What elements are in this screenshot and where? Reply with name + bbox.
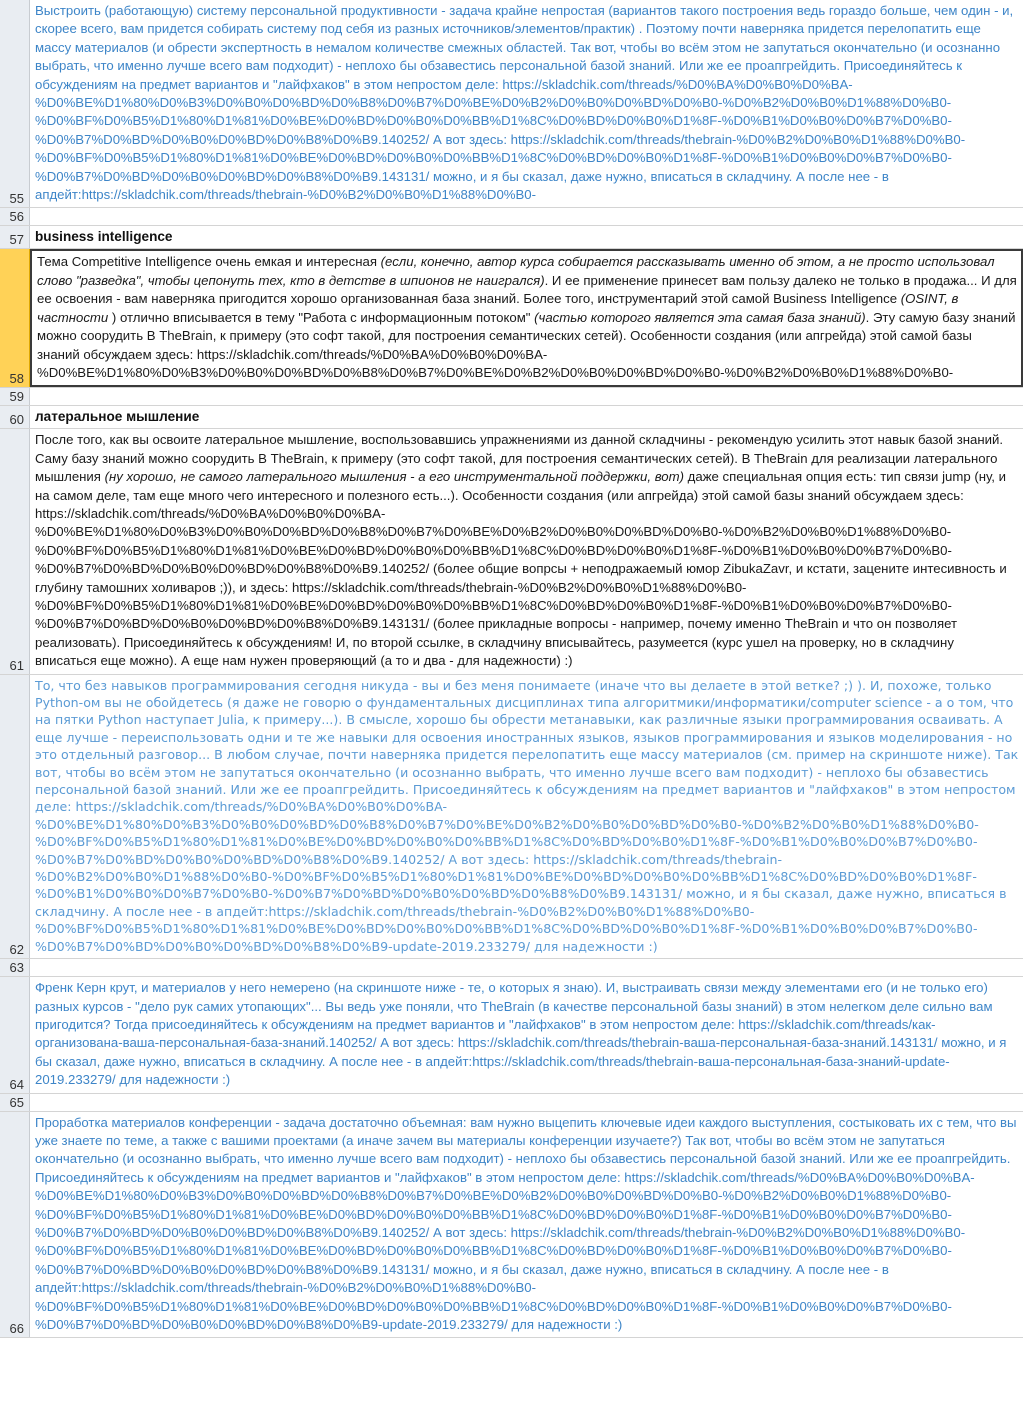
sheet-row-61[interactable] [0,429,1023,674]
sheet-row-64[interactable] [0,977,1023,1093]
row-header-66[interactable]: 66 [0,1112,30,1338]
sheet-row-66[interactable] [0,1112,1023,1339]
row-header-59[interactable]: 59 [0,388,30,405]
cell-A58-seg-1: (если, конечно, автор курса собирается рассказывать именно об этом, а не просто использовал слово "разведка", чтобы цепонуть тех, кто в детстве в шпионов не наигрался) [37,254,995,288]
cell-A60[interactable]: латеральное мышление [35,409,200,425]
cell-A58[interactable] [30,249,1023,387]
row-header-57[interactable]: 57 [0,226,30,248]
cell-A58-seg-5: (частью которого является эта самая база знаний) [534,309,866,325]
sheet-row-60[interactable] [0,406,1023,429]
cell-A58-seg-6: . Эту самую базу знаний можно соорудить В TheBrain, к примеру (это софт такой, для построения семантических сетей). Особенности создания (или апгрейда) этой самой базы знаний обсуждаем здесь: https://skladchik.com/threads/%D0%BA%D0%B0%D0%BA-%D0%BE%D1%80%D0%B3%D0%B0%D0%BD%D0%B8%D0%B7%D0%BE%D0%B2%D0%B0%D0%BD%D0%B0-%D0%B2%D0%B0%D1%88%D0%B0- [37,309,1016,380]
sheet-row-59[interactable] [0,388,1023,406]
cell-A64[interactable]: Френк Керн крут, и материалов у него немерено (на скриншоте ниже - те, о которых я знаю). И, выстраивать связи между элементами его (и не только его) разных курсов - "дело рук самих утопающих"... Вы ведь уже поняли, что TheBrain (в качестве персональной базы знаний) в этом нелегком деле сильно вам пригодится? Тогда присоединяйтесь к обсуждениям на предмет вариантов и "лайфхаков" в этом непростом деле: https://skladchik.com/threads/как-организована-ваша-персональная-база-знаний.140252/ А вот здесь: https://skladchik.com/threads/thebrain-ваша-персональная-база-знаний.143131/ можно, и я бы сказал, даже нужно, вписаться в складчину. А после нее - в апдейт:https://skladchik.com/threads/thebrain-ваша-персональная-база-знаний-update-2019.233279/ для надежности :) [35,980,1007,1088]
row-header-60[interactable]: 60 [0,406,30,428]
row-header-56[interactable]: 56 [0,208,30,225]
cell-A61[interactable] [30,429,1023,673]
sheet-row-58[interactable] [0,249,1023,388]
row-header-62[interactable]: 62 [0,675,30,959]
row-header-55[interactable]: 55 [0,0,30,207]
row-header-65[interactable]: 65 [0,1094,30,1111]
cell-A58-seg-2: . И ее применение принесет вам пользу далеко не только в продажа... И для ее освоения - вам наверняка пригодится хорошо организованная база знаний. Более того, инструментарий этой самой Business Intelligence [37,272,1017,307]
row-header-64[interactable]: 64 [0,977,30,1092]
row-header-61[interactable]: 61 [0,429,30,673]
cell-A58-seg-4: ) отлично вписывается в тему "Работа с информационным потоком" [111,309,535,325]
cell-A59-empty[interactable] [30,388,1023,405]
sheet-row-55[interactable] [0,0,1023,208]
row-header-63[interactable]: 63 [0,959,30,976]
sheet-row-65[interactable] [0,1094,1023,1112]
row-header-58[interactable]: 58 [0,249,30,387]
cell-A62[interactable]: То, что без навыков программирования сегодня никуда - вы и без меня понимаете (иначе что вы делаете в этой ветке? ;) ). И, похоже, только Python-ом вы не обойдетесь (я даже не говорю о фундаментальных дисциплинах типа алгоритмики/информатики/computer science - а о том, что на пятки Python наступает Julia, к примеру...). В смысле, хорошо бы обрести метанавыки, как различные языки программирования осваивать. А еще лучше - переиспользовать одни и те же навыки для освоения иностранных языков, языков программирования и языков моделирования - но это отдельный разговор... В любом случае, почти наверняка придется перелопатить еще массу материалов (см. пример на скриншоте ниже). Так вот, чтобы во всём этом не запутаться окончательно (и осознанно выбрать, что именно лучше всего вам подходит) - неплохо бы обзавестись персональной базой знаний. Или же ее проапгрейдить. Присоединяйтесь к обсуждениям на предмет вариантов и "лайфхаков" в этом непростом деле: https://skladchik.com/threads/%D0%BA%D0%B0%D0%BA-%D0%BE%D1%80%D0%B3%D0%B0%D0%BD%D0%B8%D0%B7%D0%BE%D0%B2%D0%B0%D0%BD%D0%B0-%D0%B2%D0%B0%D1%88%D0%B0-%D0%BF%D0%B5%D1%80%D1%81%D0%BE%D0%BD%D0%B0%D0%BB%D1%8C%D0%BD%D0%B0%D1%8F-%D0%B1%D0%B0%D0%B7%D0%B0-%D0%B7%D0%BD%D0%B0%D0%BD%D0%B8%D0%B9.140252/ А вот здесь: https://skladchik.com/threads/thebrain-%D0%B2%D0%B0%D1%88%D0%B0-%D0%BF%D0%B5%D1%80%D1%81%D0%BE%D0%BD%D0%B0%D0%BB%D1%8C%D0%BD%D0%B0%D1%8F-%D0%B1%D0%B0%D0%B7%D0%B0-%D0%B7%D0%BD%D0%B0%D0%BD%D0%B8%D0%B9.143131/ можно, и я бы сказал, даже нужно, вписаться в складчину. А после нее - в апдейт:https://skladchik.com/threads/thebrain-%D0%B2%D0%B0%D1%88%D0%B0-%D0%BF%D0%B5%D1%80%D1%81%D0%BE%D0%BD%D0%B0%D0%BB%D1%8C%D0%BD%D0%B0%D1%8F-%D0%B1%D0%B0%D0%B7%D0%B0-%D0%B7%D0%BD%D0%B0%D0%BD%D0%B8%D0%B9-update-2019.233279/ для надежности :) [35,677,1019,954]
cell-A55[interactable]: Выстроить (работающую) систему персональной продуктивности - задача крайне непростая (вариантов такого построения ведь гораздо больше, чем один - и, скорее всего, вам придется собирать систему под себя из разных источников/элементов/практик) . Поэтому почти наверняка придется перелопатить еще массу материалов (и обрести экспертность в немалом количестве смежных областей. Так вот, чтобы во всём этом не запутаться окончательно (и осознанно выбрать, что именно лучше всего вам подходит) - неплохо бы обзавестись персональной базой знаний. Или же ее проапгрейдить. Присоединяйтесь к обсуждениям на предмет вариантов и "лайфхаков" в этом непростом деле: https://skladchik.com/threads/%D0%BA%D0%B0%D0%BA-%D0%BE%D1%80%D0%B3%D0%B0%D0%BD%D0%B8%D0%B7%D0%BE%D0%B2%D0%B0%D0%BD%D0%B0-%D0%B2%D0%B0%D1%88%D0%B0-%D0%BF%D0%B5%D1%80%D1%81%D0%BE%D0%BD%D0%B0%D0%BB%D1%8C%D0%BD%D0%B0%D1%8F-%D0%B1%D0%B0%D0%B7%D0%B0-%D0%B7%D0%BD%D0%B0%D0%BD%D0%B8%D0%B9.140252/ А вот здесь: https://skladchik.com/threads/thebrain-%D0%B2%D0%B0%D1%88%D0%B0-%D0%BF%D0%B5%D1%80%D1%81%D0%BE%D0%BD%D0%B0%D0%BB%D1%8C%D0%BD%D0%B0%D1%8F-%D0%B1%D0%B0%D0%B7%D0%B0-%D0%B7%D0%BD%D0%B0%D0%BD%D0%B8%D0%B9.143131/ можно, и я бы сказал, даже нужно, вписаться в складчину. А после нее - в апдейт:https://skladchik.com/threads/thebrain-%D0%B2%D0%B0%D1%88%D0%B0- [35,3,1014,203]
cell-A66[interactable]: Проработка материалов конференции - задача достаточно объемная: вам нужно выцепить ключевые идеи каждого выступления, состыковать их с тем, что вы уже знаете по теме, а также с вашими проектами (а иначе зачем вы материалы конференции изучаете?) Так вот, чтобы во всём этом не запутаться окончательно (и осознанно выбрать, что именно лучше всего вам подходит) - неплохо бы обзавестись персональной базой знаний. Или же ее проапгрейдить. Присоединяйтесь к обсуждениям на предмет вариантов и "лайфхаков" в этом непростом деле: https://skladchik.com/threads/%D0%BA%D0%B0%D0%BA-%D0%BE%D1%80%D0%B3%D0%B0%D0%BD%D0%B8%D0%B7%D0%BE%D0%B2%D0%B0%D0%BD%D0%B0-%D0%B2%D0%B0%D1%88%D0%B0-%D0%BF%D0%B5%D1%80%D1%81%D0%BE%D0%BD%D0%B0%D0%BB%D1%8C%D0%BD%D0%B0%D1%8F-%D0%B1%D0%B0%D0%B7%D0%B0-%D0%B7%D0%BD%D0%B0%D0%BD%D0%B8%D0%B9.140252/ А вот здесь: https://skladchik.com/threads/thebrain-%D0%B2%D0%B0%D1%88%D0%B0-%D0%BF%D0%B5%D1%80%D1%81%D0%BE%D0%BD%D0%B0%D0%BB%D1%8C%D0%BD%D0%B0%D1%8F-%D0%B1%D0%B0%D0%B7%D0%B0-%D0%B7%D0%BD%D0%B0%D0%BD%D0%B8%D0%B9.143131/ можно, и я бы сказал, даже нужно, вписаться в складчину. А после нее - в апдейт:https://skladchik.com/threads/thebrain-%D0%B2%D0%B0%D1%88%D0%B0-%D0%BF%D0%B5%D1%80%D1%81%D0%BE%D0%BD%D0%B0%D0%BB%D1%8C%D0%BD%D0%B0%D1%8F-%D0%B1%D0%B0%D0%B7%D0%B0-%D0%B7%D0%BD%D0%B0%D0%BD%D0%B8%D0%B9-update-2019.233279/ для надежности :) [35,1114,1017,1332]
cell-A58-seg-3: (OSINT, в частности [37,291,959,325]
sheet-row-63[interactable] [0,959,1023,977]
cell-A65-empty[interactable] [30,1094,1023,1111]
cell-A57[interactable]: business intelligence [35,229,173,245]
cell-A63-empty[interactable] [30,959,1023,976]
cell-A61-seg-2: даже специальная опция есть: тип связи jump (ну, и на самом деле, там еще много чего интересного и полезного есть...). Особенности создания (или апгрейда) этой самой базы знаний обсуждаем здесь: https://skladchik.com/threads/%D0%BA%D0%B0%D0%BA-%D0%BE%D1%80%D0%B3%D0%B0%D0%BD%D0%B8%D0%B7%D0%BE%D0%B2%D0%B0%D0%BD%D0%B0-%D0%B2%D0%B0%D1%88%D0%B0-%D0%BF%D0%B5%D1%80%D1%81%D0%BE%D0%BD%D0%B0%D0%BB%D1%8C%D0%BD%D0%B0%D1%8F-%D0%B1%D0%B0%D0%B7%D0%B0-%D0%B7%D0%BD%D0%B0%D0%BD%D0%B8%D0%B9.140252/ (более общие вопрсы + неподражаемый юмор ZibukaZavr, и кстати, зацените интесивность и глубину тамошних холиваров ;)), и здесь: https://skladchik.com/threads/thebrain-%D0%B2%D0%B0%D1%88%D0%B0-%D0%BF%D0%B5%D1%80%D1%81%D0%BE%D0%BD%D0%B0%D0%BB%D1%8C%D0%BD%D0%B0%D1%8F-%D0%B1%D0%B0%D0%B7%D0%B0-%D0%B7%D0%BD%D0%B0%D0%BD%D0%B8%D0%B9.143131/ (более прикладные вопросы - например, почему именно TheBrain и что он позволяет реализовать). Присоединяйтесь к обсуждениям! И, по второй ссылке, в складчину вписывайтесь, разумеется (курс ушел на проверку, но в складчину вписаться еще можно). А еще нам нужен проверяющий (а то и два - для надежности) :) [35,469,1007,669]
sheet-row-57[interactable] [0,226,1023,249]
cell-A61-seg-1: (ну хорошо, не самого латерального мышления - а его инструментальной поддержки, вот) [104,469,685,485]
cell-A56-empty[interactable] [30,208,1023,225]
sheet-row-56[interactable] [0,208,1023,226]
sheet-row-62[interactable] [0,675,1023,960]
cell-A61-seg-0: После того, как вы освоите латеральное мышление, воспользовавшись упражнениями из данной складчины - рекомендую усилить этот навык базой знаний. Саму базу знаний можно соорудить В TheBrain, к примеру (это софт такой, для построения семантических сетей). В TheBrain для реализации латерального мышления [35,432,1004,485]
cell-A58-seg-0: Тема Competitive Intelligence очень емкая и интересная [37,254,381,270]
